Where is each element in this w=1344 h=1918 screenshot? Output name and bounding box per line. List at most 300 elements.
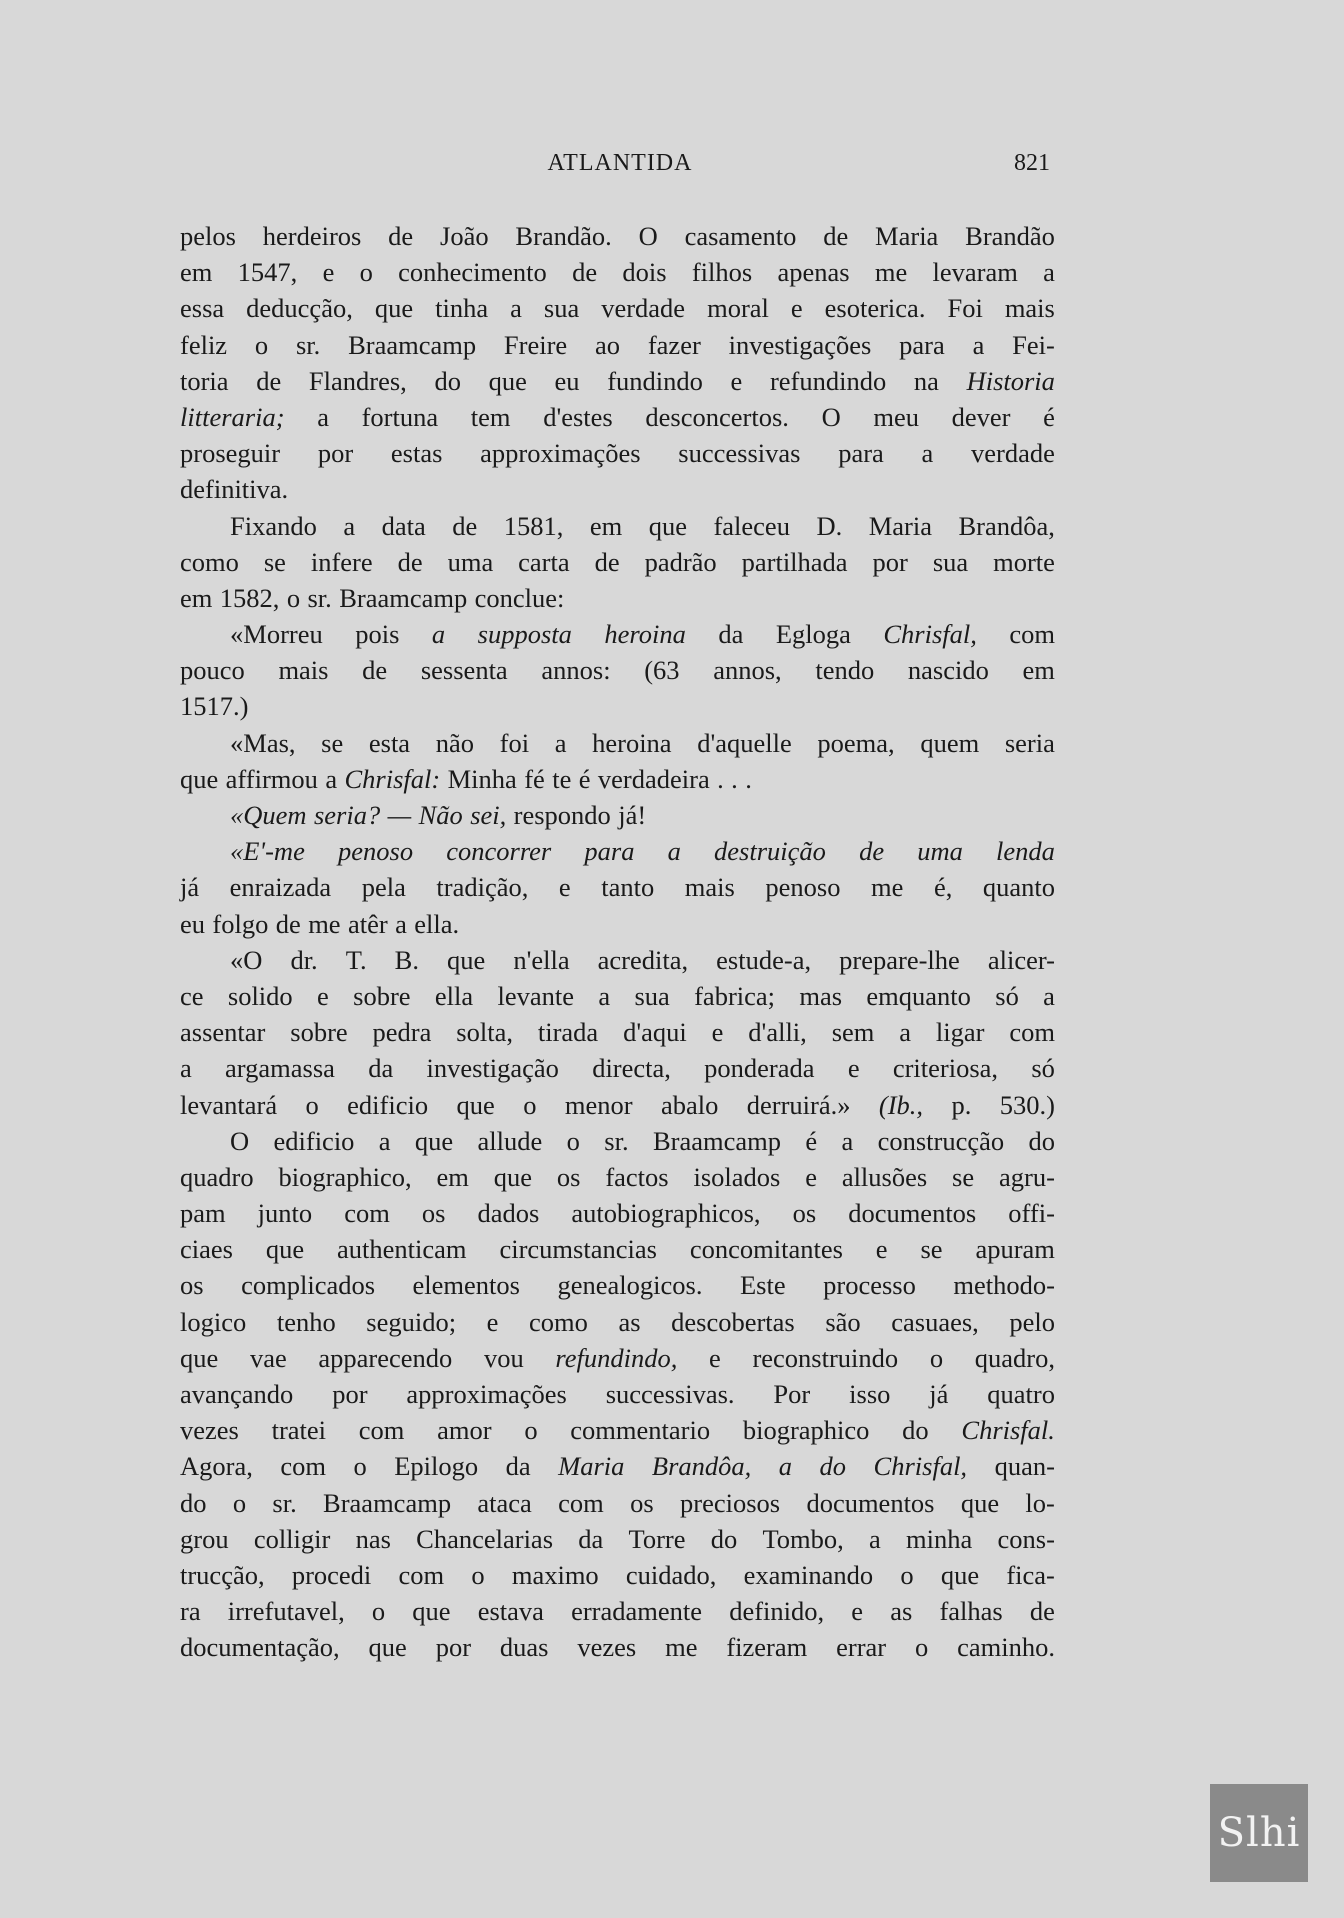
word: estas (390, 438, 443, 469)
word: a (869, 1523, 881, 1554)
word: «Quem (230, 800, 307, 830)
word: Fixando (230, 510, 317, 541)
word: as (890, 1596, 913, 1627)
word: os (180, 1270, 204, 1301)
word: a (1043, 257, 1055, 288)
word: e (709, 1342, 721, 1373)
word: de (594, 546, 620, 577)
word: (63 (644, 655, 680, 686)
word: (Ib., (878, 1089, 924, 1120)
word: respondo (513, 800, 611, 830)
word: e (322, 257, 335, 288)
word: seguido; (366, 1306, 457, 1337)
word: enraizada (229, 872, 332, 903)
word: e (558, 872, 571, 903)
text-line (180, 327, 1055, 363)
text-line (180, 797, 1055, 833)
word: uma (917, 836, 963, 867)
word: biographico (742, 1415, 870, 1446)
word: Egloga (775, 619, 851, 650)
word: ella (434, 980, 474, 1011)
word: approximações (406, 1379, 567, 1409)
word: do (710, 1523, 738, 1554)
word: faleceu (713, 510, 790, 541)
word: de (572, 257, 598, 288)
word: Freire (503, 329, 568, 360)
word: Torre (628, 1523, 686, 1554)
word: de (397, 546, 423, 577)
word: sr. (272, 1487, 297, 1518)
word: de (388, 221, 414, 251)
word: investigação (426, 1053, 559, 1084)
word: p. (951, 1089, 972, 1120)
word: colligir (253, 1523, 331, 1554)
word: e (730, 365, 743, 396)
word: os (556, 1161, 581, 1192)
text-line (180, 471, 1055, 507)
word: do (180, 1487, 207, 1518)
word: emquanto (866, 980, 971, 1011)
word: . (745, 763, 752, 794)
text-line (180, 435, 1055, 471)
word: que (940, 1559, 980, 1590)
word: «Mas, (230, 727, 296, 758)
word: pois (355, 619, 400, 650)
word: com (1009, 619, 1055, 650)
text-line (180, 290, 1055, 326)
word: 1517.) (180, 691, 249, 722)
word: concorrer (446, 836, 552, 867)
text-line (180, 1593, 1055, 1629)
word: levaram (932, 257, 1018, 288)
word: documentos (848, 1198, 977, 1229)
word: Epilogo (394, 1451, 479, 1482)
word: ra (180, 1596, 201, 1627)
word: de (256, 365, 282, 396)
word: esoterica. (824, 293, 926, 324)
word: que (447, 944, 486, 975)
word: litteraria; (180, 401, 285, 432)
word: tem (470, 401, 511, 432)
word: e (486, 1306, 499, 1337)
word: tendo (815, 655, 875, 686)
word: nas (355, 1523, 391, 1554)
word: «O (230, 944, 263, 975)
word: examinando (743, 1559, 874, 1590)
word: edificio (273, 1125, 355, 1156)
word: Por (773, 1379, 811, 1409)
word: Braamcamp (323, 1487, 452, 1518)
word: minha (906, 1523, 973, 1554)
text-line (180, 942, 1055, 978)
word: me (665, 1632, 698, 1663)
word: vezes (577, 1632, 637, 1663)
word: estude-a, (716, 944, 812, 975)
word: me (871, 872, 904, 903)
word: de (1029, 1596, 1055, 1627)
word: d'estes (543, 401, 613, 432)
text-line (180, 1231, 1055, 1267)
word: o (900, 1559, 914, 1590)
word: abalo (660, 1089, 719, 1120)
text-line (180, 906, 1055, 942)
word: refundindo (769, 365, 887, 396)
word: ponderada (704, 1053, 815, 1084)
word: só (1031, 1053, 1055, 1084)
word: Agora, (180, 1451, 253, 1482)
text-line (180, 1304, 1055, 1340)
word: trucção, (180, 1559, 265, 1590)
word: falhas (939, 1596, 1003, 1627)
word: feliz (180, 329, 228, 360)
text-line (180, 1340, 1055, 1376)
text-line (180, 1557, 1055, 1593)
word: Chrisfal, (873, 1451, 968, 1482)
text-line (180, 1267, 1055, 1303)
word: tanto (601, 872, 655, 903)
word: me (308, 908, 341, 939)
word: casuaes, (891, 1306, 979, 1337)
word: irrefutavel, (227, 1596, 345, 1627)
word: carta (518, 546, 570, 577)
word: para (899, 329, 945, 360)
body-text (180, 218, 1055, 1666)
word: methodo- (953, 1270, 1055, 1301)
word: definido, (729, 1596, 825, 1627)
word: por (872, 546, 908, 577)
word: preciosos (680, 1487, 781, 1518)
word: derruirá.» (746, 1089, 851, 1120)
word: tradição, (436, 872, 529, 903)
word: O (821, 401, 841, 432)
word: assentar (180, 1017, 266, 1048)
word: com (1009, 1017, 1055, 1048)
word: e (851, 1596, 864, 1627)
word: investigações (728, 329, 872, 360)
text-line (180, 1123, 1055, 1159)
word: que (412, 1596, 451, 1627)
word: autobiographicos, (571, 1198, 761, 1229)
word: vae (249, 1342, 287, 1373)
word: duas (499, 1632, 549, 1663)
word: Tombo, (762, 1523, 844, 1554)
word: já (929, 1379, 949, 1409)
word: os (421, 1198, 446, 1229)
word: toria (180, 365, 229, 396)
word: maximo (511, 1559, 599, 1590)
word: complicados (241, 1270, 376, 1301)
word: Braamcamp (348, 329, 477, 360)
word: a (510, 293, 522, 324)
word: amor (437, 1415, 492, 1446)
word: cuidado, (625, 1559, 717, 1590)
word: 1547, (237, 257, 298, 288)
word: por (435, 1632, 472, 1663)
word: a (598, 980, 611, 1011)
word: com (280, 1451, 326, 1482)
word: sua (634, 980, 670, 1011)
word: que (414, 1125, 454, 1156)
text-line (180, 688, 1055, 724)
word: apuram (975, 1234, 1055, 1265)
library-stamp-logo (1210, 1784, 1308, 1882)
word: dois (622, 257, 667, 288)
word: fabrica; (694, 980, 776, 1011)
word: acredita, (597, 944, 689, 975)
word: definitiva. (180, 474, 289, 505)
running-header (180, 150, 1060, 184)
word: em (1022, 655, 1055, 686)
text-line (180, 1412, 1055, 1448)
word: sr. (307, 582, 332, 613)
word: descobertas (671, 1306, 795, 1337)
word: a (841, 1125, 854, 1156)
word: B. (394, 944, 419, 975)
word: do (434, 365, 461, 396)
word: erradamente (571, 1596, 703, 1627)
word: quatro (987, 1379, 1055, 1409)
word: que (488, 365, 527, 396)
word: 1582, (219, 582, 280, 613)
word: Brandão (965, 221, 1055, 251)
word: ella. (414, 908, 460, 939)
text-line (180, 1050, 1055, 1086)
word: que (374, 293, 414, 324)
text-line (180, 1376, 1055, 1412)
word: solido (227, 980, 293, 1011)
word: apenas (777, 257, 850, 288)
word: affirmou (225, 763, 318, 794)
word: pelo (1009, 1306, 1055, 1337)
word: sem (831, 1017, 875, 1048)
word: os (792, 1198, 817, 1229)
word: Este (739, 1270, 786, 1301)
word: o (305, 1089, 319, 1120)
word: fé (524, 763, 545, 794)
word: supposta (477, 619, 572, 650)
word: João (440, 221, 489, 251)
word: agru- (998, 1161, 1055, 1192)
word: penoso (765, 872, 841, 903)
word: junto (257, 1198, 313, 1229)
word: T. (345, 944, 367, 975)
word: desconcertos. (645, 401, 789, 432)
word: fundindo (607, 365, 703, 396)
word: o (353, 1451, 367, 1482)
text-line (180, 869, 1055, 905)
word: a (325, 763, 338, 794)
word: . (717, 763, 724, 794)
word: mas (799, 980, 843, 1011)
word: e (790, 293, 803, 324)
word: do (1028, 1125, 1055, 1156)
text-line (180, 833, 1055, 869)
word: em (180, 257, 213, 288)
word: da (578, 1523, 604, 1554)
word: e (875, 1234, 888, 1265)
word: pam (180, 1198, 226, 1229)
word: com (358, 1415, 405, 1446)
word: da (505, 1451, 531, 1482)
word: sua (932, 546, 969, 577)
word: tratei (271, 1415, 327, 1446)
word: que (180, 1342, 219, 1373)
word: a (778, 1451, 793, 1482)
word: o (566, 1125, 580, 1156)
word: de (859, 836, 885, 867)
word: quem (920, 727, 980, 758)
word: penoso (338, 836, 414, 867)
word: destruição (714, 836, 826, 867)
word: 1581, (503, 510, 564, 541)
word: com (344, 1198, 390, 1229)
word: directa, (592, 1053, 671, 1084)
word: em (589, 510, 623, 541)
text-line (180, 1014, 1055, 1050)
word: pouco (180, 655, 245, 686)
word: annos: (541, 655, 611, 686)
word: quan- (994, 1451, 1055, 1482)
word: O (638, 221, 658, 251)
word: conhecimento (398, 257, 547, 288)
word: seria? (313, 800, 381, 830)
text-line (180, 254, 1055, 290)
word: approximações (480, 438, 641, 469)
word: procedi (291, 1559, 372, 1590)
word: em (436, 1161, 469, 1192)
word: deducção, (246, 293, 353, 324)
word: que (493, 1161, 533, 1192)
word: d'alli, (748, 1017, 807, 1048)
stamp-text: Slhi (1217, 1810, 1301, 1856)
word: argamassa (225, 1053, 335, 1084)
word: quadro, (974, 1342, 1055, 1373)
word: pelos (180, 221, 236, 251)
word: sessenta (420, 655, 508, 686)
word: a (554, 727, 567, 758)
text-line (180, 1629, 1055, 1665)
word: sei, (470, 800, 507, 830)
word: Não (418, 800, 463, 830)
word: de (362, 655, 388, 686)
text-line (180, 978, 1055, 1014)
word: como (180, 546, 239, 577)
word: documentação, (180, 1632, 340, 1663)
word: o (359, 257, 373, 288)
word: circumstancias (499, 1234, 657, 1265)
word: proseguir (180, 438, 281, 469)
word: que (265, 1234, 305, 1265)
word: casamento (684, 221, 797, 251)
word: te (552, 763, 572, 794)
word: se (952, 1161, 975, 1192)
word: Brandão. (515, 221, 612, 251)
word: esta (368, 727, 411, 758)
word: levantará (180, 1089, 278, 1120)
word: O (230, 1125, 250, 1156)
text-line (180, 580, 1055, 616)
word: D. (816, 510, 843, 541)
word: 530.) (999, 1089, 1055, 1120)
word: successivas (678, 438, 801, 469)
word: já (180, 872, 200, 903)
word: Braamcamp (652, 1125, 781, 1156)
word: mais (684, 872, 735, 903)
word: partilhada (741, 546, 848, 577)
word: mais (278, 655, 329, 686)
word: d'aqui (623, 1017, 687, 1048)
word: a (395, 908, 407, 939)
word: essa (180, 293, 225, 324)
word: pedra (372, 1017, 432, 1048)
word: isolados (693, 1161, 781, 1192)
word: é (578, 763, 591, 794)
word: construcção (877, 1125, 1005, 1156)
word: da (718, 619, 744, 650)
word: verdadeira (597, 763, 710, 794)
word: fica- (1006, 1559, 1055, 1590)
word: eu (554, 365, 580, 396)
word: ciaes (180, 1234, 233, 1265)
word: prepare-lhe (839, 944, 960, 975)
word: tenho (276, 1306, 336, 1337)
word: se (920, 1234, 943, 1265)
word: edificio (347, 1089, 429, 1120)
word: é, (933, 872, 953, 903)
word: para (584, 836, 635, 867)
word: e (805, 1161, 817, 1192)
word: authenticam (337, 1234, 467, 1265)
word: dr. (290, 944, 318, 975)
word: se (321, 727, 344, 758)
word: criteriosa, (892, 1053, 999, 1084)
word: meu (873, 401, 919, 432)
word: o (524, 1415, 538, 1446)
word: allude (477, 1125, 543, 1156)
word: menor (564, 1089, 633, 1120)
word: o (929, 1342, 944, 1373)
word: concomitantes (689, 1234, 843, 1265)
word: e (317, 980, 329, 1011)
word: commentario (570, 1415, 711, 1446)
word: Minha (447, 763, 517, 794)
word: «E'-me (230, 836, 305, 867)
word: verdade (971, 438, 1055, 469)
word: Fei- (1012, 329, 1055, 360)
word: a (899, 1017, 912, 1048)
word: ataca (477, 1487, 532, 1518)
word: que (648, 510, 687, 541)
word: as (618, 1306, 641, 1337)
word: tirada (537, 1017, 599, 1048)
word: reconstruindo (752, 1342, 899, 1373)
word: sr. (604, 1125, 629, 1156)
word: caminho. (957, 1632, 1055, 1663)
word: morte (993, 546, 1055, 577)
word: cons- (997, 1523, 1055, 1554)
word: com (558, 1487, 604, 1518)
word: por (317, 438, 354, 469)
word: o (371, 1596, 386, 1627)
word: poema, (817, 727, 895, 758)
word: genealogicos. (557, 1270, 703, 1301)
word: sr. (295, 329, 321, 360)
word: quadro (180, 1161, 254, 1192)
word: não (435, 727, 474, 758)
word: dever (951, 401, 1011, 432)
word: de (823, 221, 849, 251)
text-line (180, 761, 1055, 797)
